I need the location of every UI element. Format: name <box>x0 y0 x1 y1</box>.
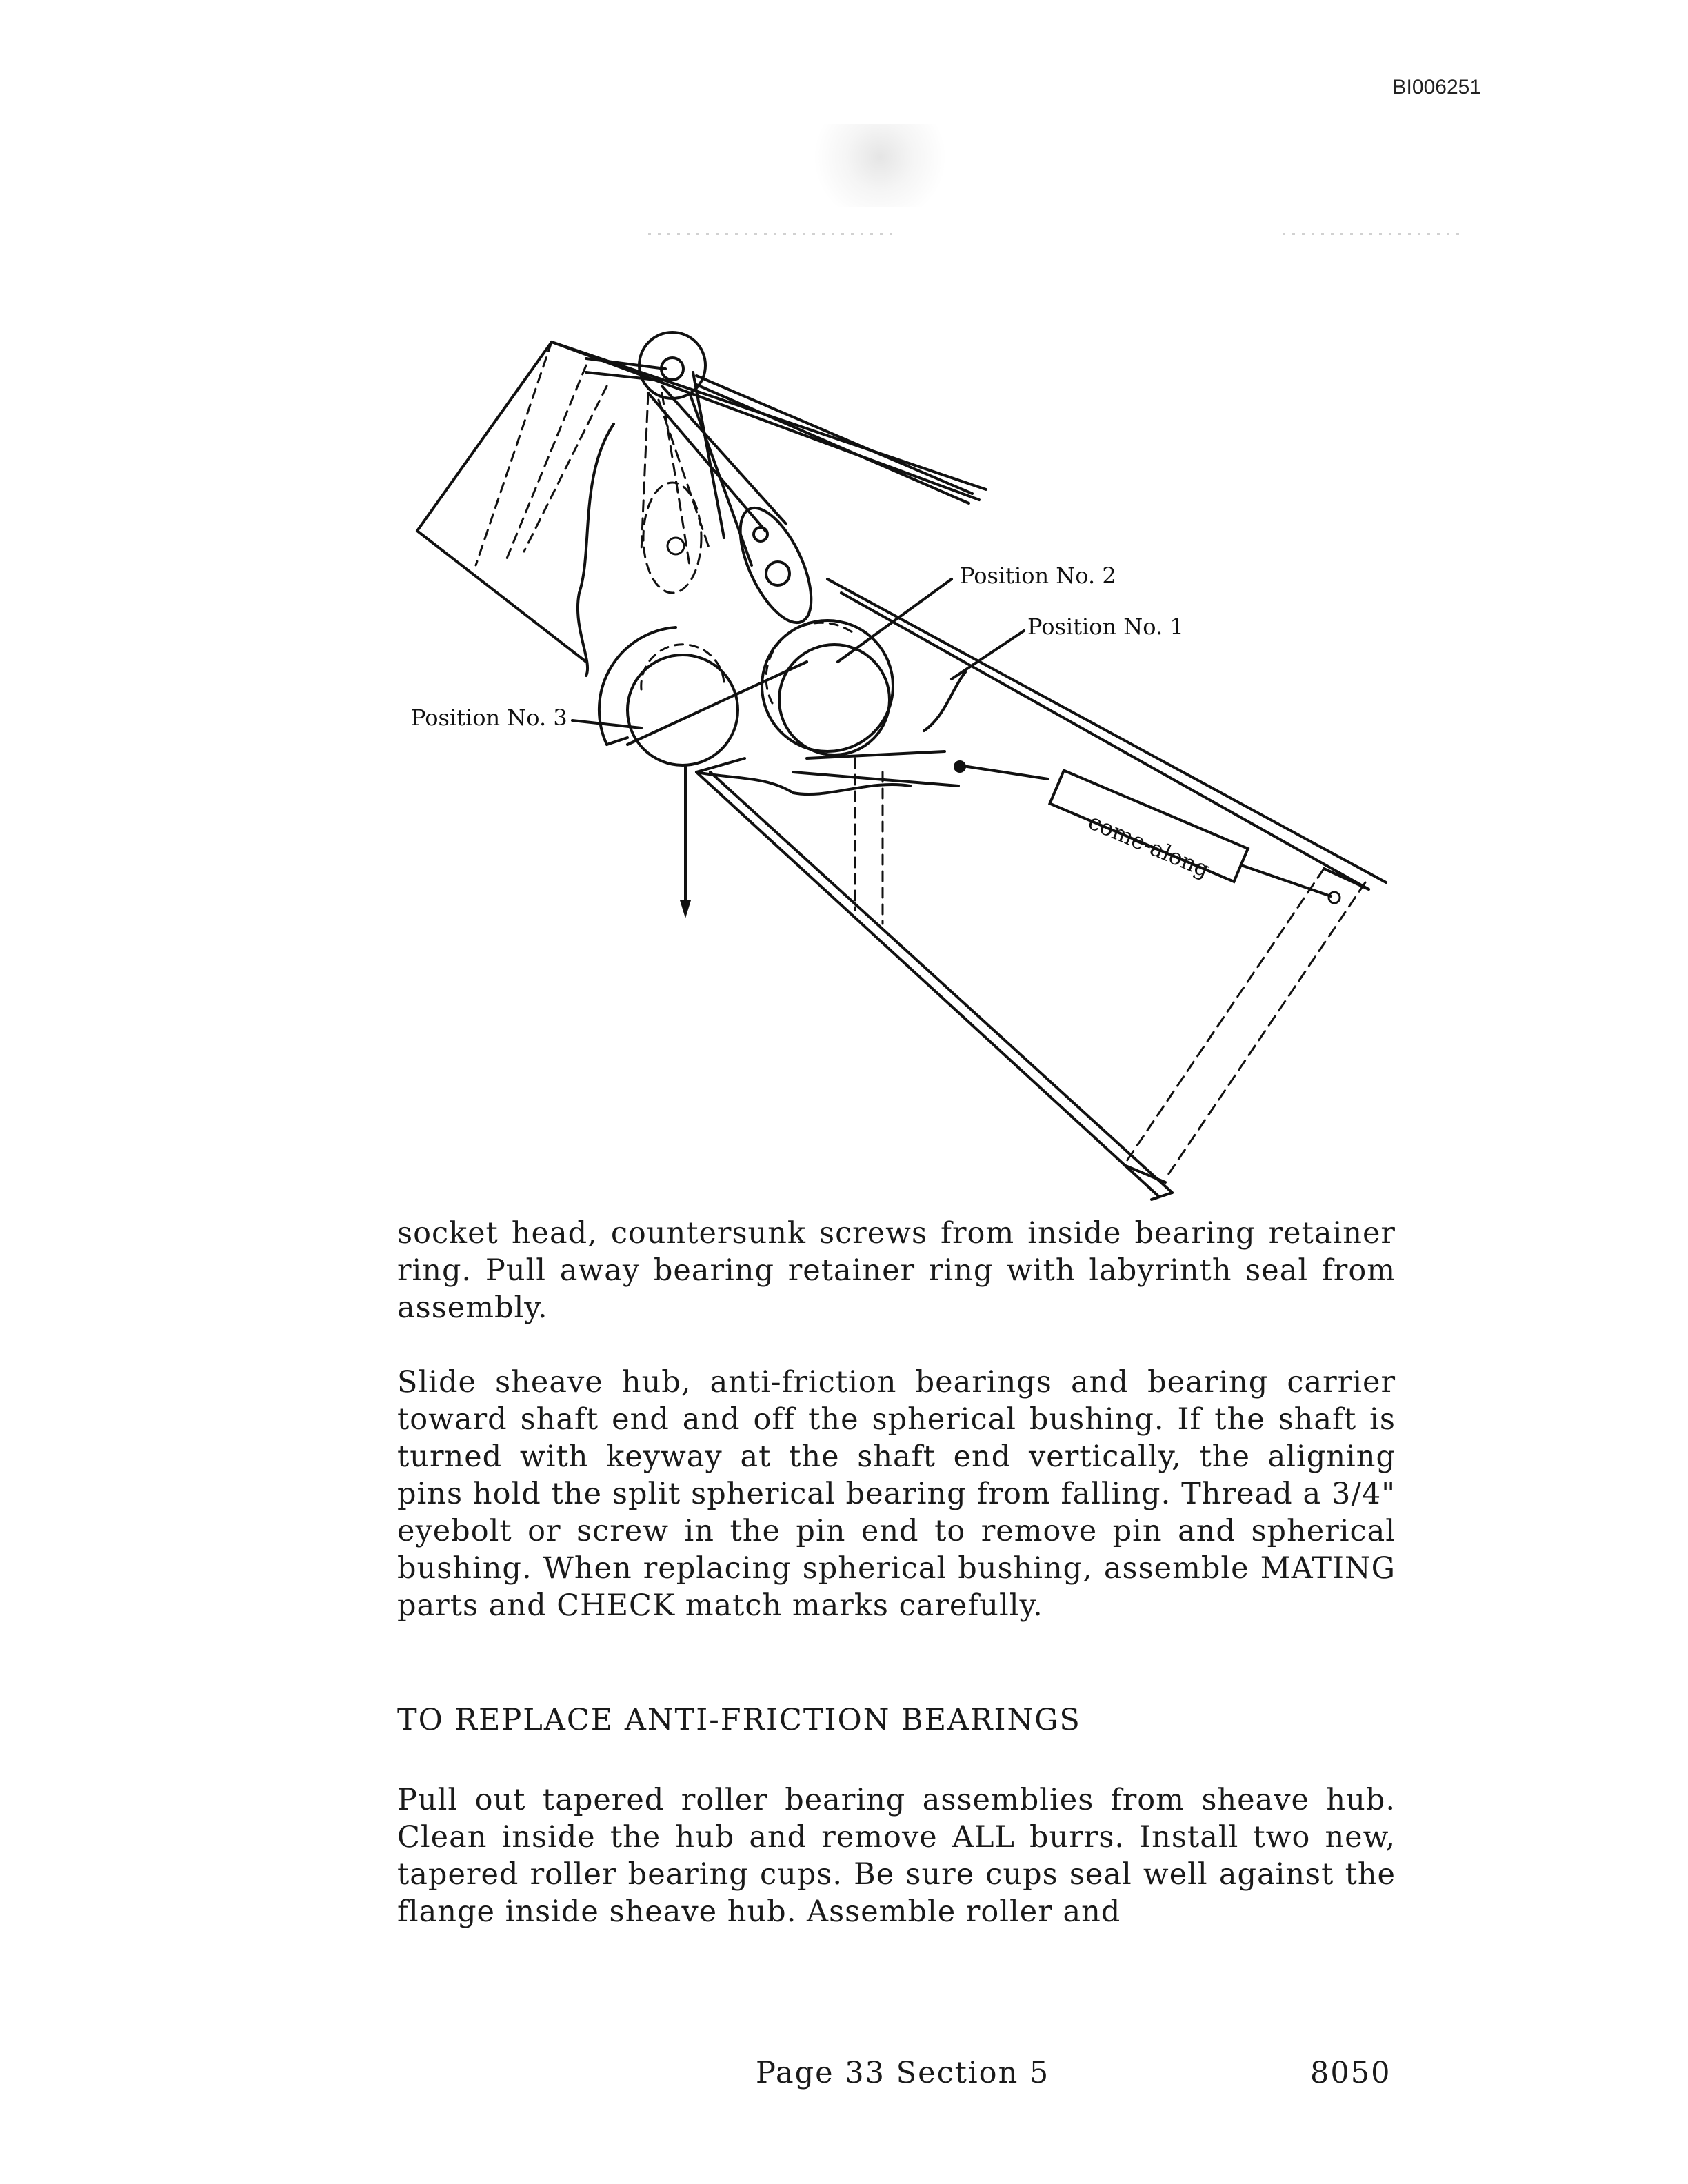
cab-outline-right <box>924 672 965 731</box>
label-position-1: Position No. 1 <box>1027 614 1184 640</box>
rigging-line-dashed <box>641 393 648 552</box>
come-along-hook <box>1329 892 1340 903</box>
boom-lower-diagonal <box>696 772 1158 1196</box>
paragraph-3: Pull out tapered roller bearing assemblies from sheave hub. Clean inside the hub and remove ALL burrs. Install two new, tapered roller bearing cups. Be sure cups seal well against the flange inside sheave hub. Assemble roller and <box>397 1783 1396 1929</box>
cab-outline-lower <box>696 772 910 794</box>
upper-frame-dashed <box>507 365 586 558</box>
lower-sheave-block <box>726 498 826 632</box>
scan-artifact-line <box>1283 233 1462 235</box>
lower-sheave-top-pin <box>754 527 767 541</box>
come-along-device <box>1050 771 1248 882</box>
come-along-rope <box>958 765 1048 779</box>
document-id: BI006251 <box>1392 76 1481 99</box>
page-section-footer: Page 33 Section 5 <box>756 2056 1050 2090</box>
come-along-rope-2 <box>1241 865 1331 896</box>
boom-end-cross <box>1324 869 1369 889</box>
hanging-block-pin <box>667 538 684 554</box>
upper-frame-dashed <box>476 342 552 565</box>
upper-frame-left-edge <box>417 342 552 531</box>
leader-position-1 <box>952 631 1024 679</box>
label-position-2: Position No. 2 <box>960 563 1116 589</box>
scan-artifact-line <box>648 233 896 235</box>
upper-frame-bottom-edge <box>417 531 586 662</box>
boom-end-dashed <box>1165 882 1365 1179</box>
leader-position-3 <box>572 720 641 728</box>
leader-position-2 <box>838 579 952 662</box>
sheave-cable <box>793 772 958 786</box>
sheave-position-3-arc-line <box>607 738 627 745</box>
section-heading: TO REPLACE ANTI-FRICTION BEARINGS <box>397 1703 1081 1737</box>
rigging-line <box>690 393 752 565</box>
come-along-attach-point <box>954 760 966 773</box>
lower-sheave-pin <box>766 562 790 585</box>
boom-chord <box>696 385 969 503</box>
label-come-along: come-along <box>1084 808 1214 883</box>
sheave-assembly-diagram <box>0 303 1688 1213</box>
paragraph-1: socket head, countersunk screws from inside bearing retainer ring. Pull away bearing retainer ring with labyrinth seal from assembly. <box>397 1216 1396 1325</box>
sheave-position-3-dashed <box>641 645 724 689</box>
load-arrowhead <box>680 900 691 918</box>
boom-end-dashed <box>1124 869 1324 1165</box>
sheave-position-1 <box>779 645 890 755</box>
cab-outline <box>578 424 614 676</box>
boom-chord <box>696 376 972 494</box>
label-position-3: Position No. 3 <box>411 705 567 731</box>
footer-code: 8050 <box>1310 2056 1391 2090</box>
scan-artifact <box>814 124 979 207</box>
paragraph-2: Slide sheave hub, anti-friction bearings and bearing carrier toward shaft end and off the spherical bushing. If the shaft is turned with keyway at the shaft end vertically, the aligning pins hold the split spherical bearing from falling. Thread a 3/4" eyebolt or screw in the pin end to remove pin and spherical bushing. When replacing spherical bushing, assemble MATING parts and CHECK match marks carefully. <box>397 1365 1396 1623</box>
upper-frame-top-edge-2 <box>552 342 979 500</box>
rigging-line <box>693 372 724 538</box>
